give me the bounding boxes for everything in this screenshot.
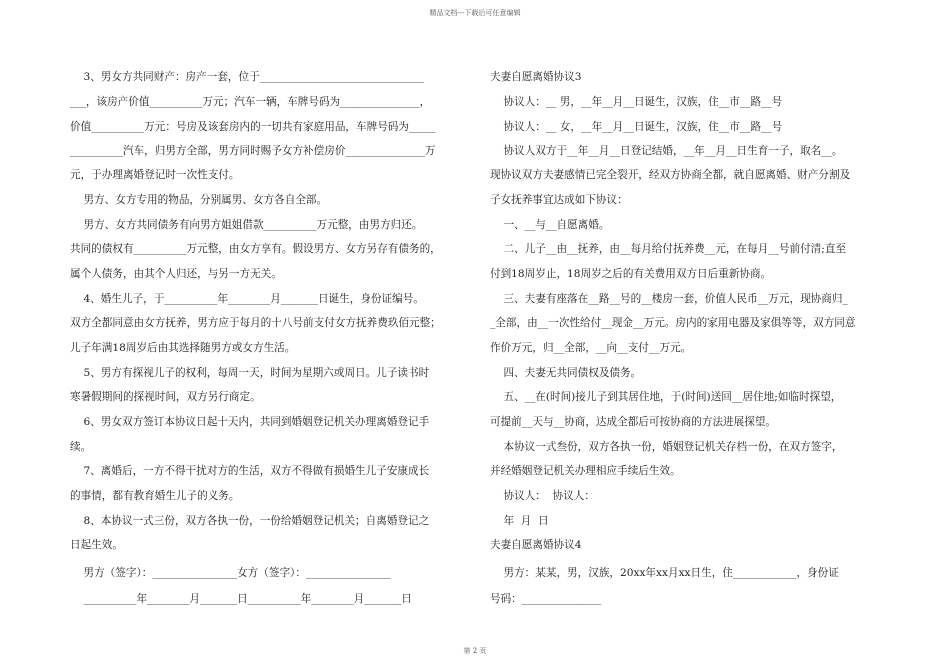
text-line: 二、儿子__由__抚养，由__每月给付抚养费__元，在每月__号前付清;直至 [490, 243, 847, 255]
text-line: 价值__________万元：号房及该套房内的一切共有家庭用品，车牌号码为_____ [70, 121, 436, 133]
text-line: 协议人双方于__年__月__日登记结婚，__年__月__日生育一子，取名__。 [490, 145, 843, 157]
signature-line: 男方（签字）：________________女方（签字）：________________ [70, 567, 391, 579]
text-line: 寒暑假期间的探视时间，双方另行商定。 [70, 391, 261, 403]
text-line: 双方全都同意由女方抚养，男方应于每月的十八号前支付女方抚养费玖佰元整； [70, 317, 441, 329]
date-line: __________年________月_______日__________年________月_______日 [70, 593, 412, 605]
text-line: 号码：_______________ [490, 593, 602, 605]
page-footer: 第 2 页 [463, 647, 487, 655]
text-line: 日起生效。 [70, 539, 123, 551]
text-line: 男方：某某，男，汉族，20xx年xx月xx日生，住____________，身份证 [490, 567, 839, 579]
text-line: 协议人：__ 女，__年__月__日诞生，汉族，住__市__路__号 [490, 121, 783, 133]
text-line: 付到18周岁止，18周岁之后的有关费用双方日后重新协商。 [490, 268, 772, 280]
text-line: __________汽车，归男方全部，男方同时赐予女方补偿房价_______________万 [70, 145, 436, 157]
text-line: 儿子年满18周岁后由其选择随男方或女方生活。 [70, 342, 296, 354]
text-line: 7、离婚后，一方不得干扰对方的生活，双方不得做有损婚生儿子安康成长 [70, 465, 430, 477]
page-header: 精品文档---下载后可任意编辑 [429, 9, 521, 17]
text-line: 现协议双方夫妻感情已完全裂开，经双方协商全都，就自愿离婚、财产分割及 [490, 169, 851, 181]
text-line: 三、夫妻有座落在__路__号的__楼房一套，价值人民币__万元，现协商归_ [490, 293, 848, 305]
text-line: 协议人： 协议人： [490, 490, 595, 502]
text-line: 男方、女方专用的物品，分别属男、女方各自全部。 [70, 194, 328, 206]
text-line: 共同的债权有__________万元整，由女方享有。假设男方、女方另存有债务的， [70, 243, 441, 255]
section-title: 夫妻自愿离婚协议3 [490, 71, 582, 83]
text-line: 男方、女方共同债务有向男方姐姐借款__________万元整，由男方归还。 [70, 219, 423, 231]
section-title: 夫妻自愿离婚协议4 [490, 539, 582, 551]
text-line: 属个人债务，由其个人归还，与另一方无关。 [70, 268, 282, 280]
text-line: 并经婚姻登记机关办理相应手续后生效。 [490, 465, 681, 477]
text-line: 续。 [70, 441, 92, 453]
text-line: 5、男方有探视儿子的权利，每周一天，时间为星期六或周日。儿子读书时 [70, 367, 430, 379]
text-line: 8、本协议一式三份，双方各执一份，一份给婚姻登记机关；自离婚登记之 [70, 515, 430, 527]
text-line: 4、婚生儿子，于__________年________月_______日诞生，身份证编号。 [70, 293, 424, 305]
text-line: 作价万元，归__全部，__向__支付__万元。 [490, 342, 692, 354]
text-line: ___，该房产价值__________万元；汽车一辆，车牌号码为_______________， [70, 96, 431, 108]
text-line: 本协议一式叁份，双方各执一份，婚姻登记机关存档一份，在双方签字， [490, 441, 843, 453]
text-line: 元，于办理离婚登记时一次性支付。 [70, 169, 240, 181]
text-line: 可提前__天与__协商，达成全都后可按协商的方法进展探望。 [490, 416, 777, 428]
text-line: _全部，由__一次性给付__现金__万元。房内的家用电器及家俱等等，双方同意 [490, 317, 856, 329]
text-line: 协议人：__ 男，__年__月__日诞生，汉族，住__市__路__号 [490, 96, 783, 108]
text-line: 五、__在(时间)接儿子到其居住地，于(时间)送回__居住地;如临时探望， [490, 391, 842, 403]
text-line: 6、男女双方签订本协议日起十天内，共同到婚姻登记机关办理离婚登记手 [70, 416, 430, 428]
text-line: 年 月 日 [490, 515, 549, 527]
text-line: 一、__与__自愿离婚。 [490, 219, 610, 231]
text-line: 3、男女方共同财产：房产一套，位于_______________________________ [70, 71, 424, 83]
text-line: 子女抚养事宜达成如下协议： [490, 194, 628, 206]
text-line: 四、夫妻无共同债权及债务。 [490, 367, 642, 379]
text-line: 的事情，都有教育婚生儿子的义务。 [70, 490, 240, 502]
